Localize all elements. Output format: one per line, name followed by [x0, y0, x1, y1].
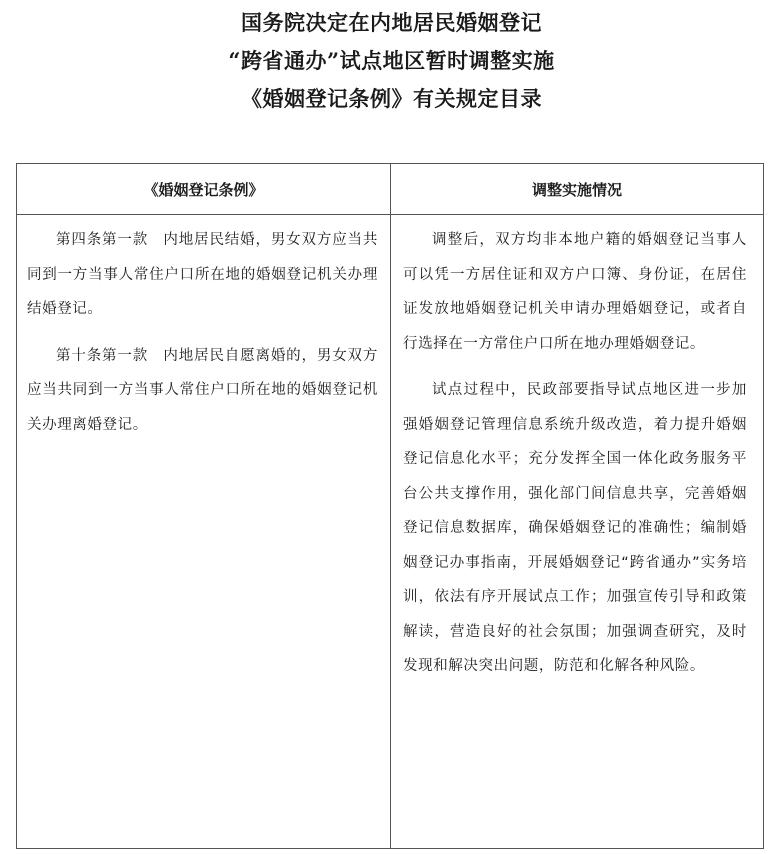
title-line-1: 国务院决定在内地居民婚姻登记 — [241, 10, 542, 35]
provision-article-10: 第十条第一款 内地居民自愿离婚的，男女双方应当共同到一方当事人常住户口所在地的婚姻登记机关办理离婚登记。 — [27, 347, 378, 433]
original-provisions-cell — [17, 215, 391, 848]
title-line-3: 《婚姻登记条例》有关规定目录 — [241, 86, 542, 111]
document-title — [0, 4, 783, 118]
adjustment-cell — [391, 215, 763, 848]
adjustment-paragraph-1: 调整后，双方均非本地户籍的婚姻登记当事人可以凭一方居住证和双方户口簿、身份证，在居住证发放地婚姻登记机关申请办理婚姻登记，或者自行选择在一方常住户口所在地办理婚姻登记。 — [403, 232, 747, 352]
title-line-2: “跨省通办”试点地区暂时调整实施 — [228, 48, 555, 73]
regulation-table — [16, 163, 764, 849]
adjustment-paragraph-2: 试点过程中，民政部要指导试点地区进一步加强婚姻登记管理信息系统升级改造，着力提升婚姻登记信息化水平；充分发挥全国一体化政务服务平台公共支撑作用，强化部门间信息共享，完善婚姻登记信息数据库，确保婚姻登记的准确性；编制婚姻登记办事指南，开展婚姻登记“跨省通办”实务培训，依法有序开展试点工作；加强宣传引导和政策解读，营造良好的社会氛围；加强调查研究，及时发现和解决突出问题，防范和化解各种风险。 — [403, 382, 747, 674]
header-adjustment: 调整实施情况 — [391, 164, 763, 215]
provision-article-4: 第四条第一款 内地居民结婚，男女双方应当共同到一方当事人常住户口所在地的婚姻登记机关办理结婚登记。 — [27, 232, 378, 317]
header-original-regulation: 《婚姻登记条例》 — [17, 164, 391, 215]
